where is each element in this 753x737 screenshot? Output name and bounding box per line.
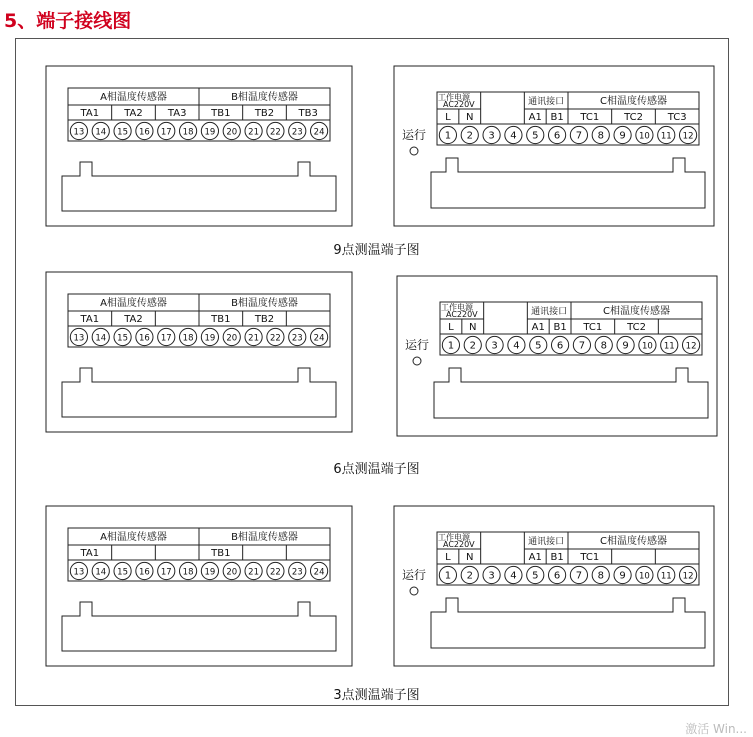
- sensor-label-TA2: TA2: [124, 108, 143, 119]
- terminal-label-2: 2: [466, 570, 473, 582]
- power-sub-L: L: [448, 322, 454, 333]
- terminal-label-5: 5: [532, 570, 539, 582]
- terminal-label-21: 21: [248, 127, 259, 138]
- c-phase-sensor-header: C相温度传感器: [600, 536, 667, 547]
- power-header-bottom: AC220V: [442, 100, 475, 109]
- power-sub-N: N: [466, 112, 474, 123]
- terminal-label-11: 11: [660, 571, 672, 582]
- sensor-label-TA2: TA2: [124, 314, 143, 325]
- terminal-label-7: 7: [575, 570, 583, 582]
- b-phase-sensor-header: B相温度传感器: [231, 532, 298, 543]
- sensor-label-TC1: TC1: [580, 112, 600, 123]
- terminal-label-21: 21: [248, 567, 259, 578]
- terminal-label-1: 1: [444, 130, 452, 142]
- terminal-label-15: 15: [117, 333, 128, 344]
- right-connector-0: [431, 158, 705, 208]
- power-header-top: 工作电源: [438, 533, 470, 542]
- caption-6-point: 6点测温端子图: [333, 462, 420, 477]
- terminal-label-4: 4: [510, 130, 517, 142]
- comm-header: 通讯接口: [528, 537, 565, 547]
- c-phase-sensor-header: C相温度传感器: [603, 306, 670, 317]
- sensor-label-TA1: TA1: [80, 108, 100, 119]
- terminal-label-17: 17: [160, 567, 172, 578]
- terminal-label-22: 22: [270, 567, 281, 578]
- terminal-label-1: 1: [444, 570, 452, 582]
- terminal-label-3: 3: [491, 340, 498, 352]
- comm-sub-B1: B1: [553, 322, 567, 333]
- section-heading: 5、端子接线图: [4, 10, 132, 32]
- terminal-label-14: 14: [95, 567, 107, 578]
- sensor-label-TC3: TC3: [667, 112, 687, 123]
- run-indicator-led: [410, 147, 418, 155]
- run-indicator-label: 运行: [402, 128, 427, 142]
- a-phase-sensor-header: A相温度传感器: [100, 298, 167, 309]
- terminal-label-6: 6: [556, 340, 564, 352]
- terminal-label-15: 15: [117, 127, 128, 138]
- terminal-label-13: 13: [73, 127, 85, 138]
- a-phase-sensor-header: A相温度传感器: [100, 532, 167, 543]
- terminal-label-1: 1: [447, 340, 455, 352]
- terminal-label-12: 12: [682, 571, 694, 582]
- sensor-label-TA3: TA3: [167, 108, 187, 119]
- terminal-label-8: 8: [597, 570, 604, 582]
- terminal-label-8: 8: [597, 130, 604, 142]
- sensor-label-TA1: TA1: [80, 314, 100, 325]
- terminal-label-14: 14: [95, 333, 107, 344]
- terminal-label-17: 17: [160, 333, 172, 344]
- terminal-label-15: 15: [117, 567, 128, 578]
- terminal-label-10: 10: [639, 131, 650, 142]
- a-phase-sensor-header: A相温度传感器: [100, 92, 167, 103]
- terminal-label-24: 24: [313, 567, 325, 578]
- run-indicator-label: 运行: [405, 338, 430, 352]
- comm-sub-A1: A1: [528, 112, 542, 123]
- terminal-label-20: 20: [226, 567, 238, 578]
- terminal-label-14: 14: [95, 127, 107, 138]
- terminal-label-12: 12: [682, 131, 694, 142]
- terminal-label-4: 4: [510, 570, 517, 582]
- sensor-label-TA1: TA1: [80, 548, 100, 559]
- power-sub-L: L: [445, 552, 451, 563]
- terminal-label-23: 23: [291, 127, 303, 138]
- power-header-bottom: AC220V: [445, 310, 478, 319]
- terminal-label-10: 10: [639, 571, 650, 582]
- terminal-label-6: 6: [553, 130, 561, 142]
- terminal-label-10: 10: [642, 341, 653, 352]
- power-header-top: 工作电源: [441, 303, 473, 312]
- terminal-label-19: 19: [204, 333, 216, 344]
- power-sub-L: L: [445, 112, 451, 123]
- terminal-label-16: 16: [139, 333, 150, 344]
- terminal-label-11: 11: [660, 131, 672, 142]
- terminal-label-24: 24: [313, 127, 325, 138]
- terminal-label-16: 16: [139, 567, 150, 578]
- power-header-bottom: AC220V: [442, 540, 475, 549]
- terminal-label-9: 9: [619, 570, 626, 582]
- terminal-label-23: 23: [291, 333, 303, 344]
- terminal-label-13: 13: [73, 567, 85, 578]
- sensor-label-TB3: TB3: [298, 108, 318, 119]
- left-connector-2: [62, 602, 336, 651]
- comm-header: 通讯接口: [531, 307, 568, 317]
- watermark: 激活 Win...: [685, 722, 747, 736]
- right-module-panel-2: [394, 506, 714, 666]
- terminal-label-3: 3: [488, 130, 495, 142]
- right-connector-2: [431, 598, 705, 648]
- sensor-label-TB1: TB1: [211, 108, 231, 119]
- terminal-label-5: 5: [535, 340, 542, 352]
- comm-sub-B1: B1: [550, 112, 564, 123]
- terminal-label-18: 18: [182, 567, 194, 578]
- terminal-label-2: 2: [466, 130, 473, 142]
- terminal-label-23: 23: [291, 567, 303, 578]
- comm-sub-A1: A1: [531, 322, 545, 333]
- terminal-label-7: 7: [575, 130, 583, 142]
- sensor-label-TB2: TB2: [254, 108, 275, 119]
- b-phase-sensor-header: B相温度传感器: [231, 92, 298, 103]
- terminal-label-20: 20: [226, 127, 238, 138]
- run-indicator-label: 运行: [402, 568, 427, 582]
- run-indicator-led: [410, 587, 418, 595]
- terminal-label-20: 20: [226, 333, 238, 344]
- terminal-label-19: 19: [204, 567, 216, 578]
- left-connector-0: [62, 162, 336, 211]
- b-phase-sensor-header: B相温度传感器: [231, 298, 298, 309]
- caption-3-point: 3点测温端子图: [333, 688, 420, 703]
- terminal-label-9: 9: [619, 130, 626, 142]
- terminal-label-8: 8: [600, 340, 607, 352]
- right-connector-1: [434, 368, 708, 418]
- terminal-label-2: 2: [469, 340, 476, 352]
- sensor-label-TB1: TB1: [211, 548, 231, 559]
- caption-9-point: 9点测温端子图: [333, 243, 420, 258]
- terminal-label-24: 24: [313, 333, 325, 344]
- terminal-label-3: 3: [488, 570, 495, 582]
- terminal-label-18: 18: [182, 127, 194, 138]
- sensor-label-TB2: TB2: [254, 314, 275, 325]
- terminal-label-7: 7: [578, 340, 586, 352]
- power-sub-N: N: [469, 322, 477, 333]
- terminal-label-5: 5: [532, 130, 539, 142]
- run-indicator-led: [413, 357, 421, 365]
- sensor-label-TC1: TC1: [580, 552, 600, 563]
- right-module-panel-1: [397, 276, 717, 436]
- comm-header: 通讯接口: [528, 97, 565, 107]
- right-module-panel-0: [394, 66, 714, 226]
- terminal-label-21: 21: [248, 333, 259, 344]
- terminal-label-6: 6: [553, 570, 561, 582]
- left-connector-1: [62, 368, 336, 417]
- terminal-label-16: 16: [139, 127, 150, 138]
- sensor-label-TC2: TC2: [627, 322, 646, 333]
- terminal-label-22: 22: [270, 127, 281, 138]
- terminal-label-9: 9: [622, 340, 629, 352]
- sensor-label-TC1: TC1: [583, 322, 603, 333]
- terminal-label-11: 11: [663, 341, 675, 352]
- terminal-label-17: 17: [160, 127, 172, 138]
- sensor-label-TB1: TB1: [211, 314, 231, 325]
- comm-sub-B1: B1: [550, 552, 564, 563]
- comm-sub-A1: A1: [528, 552, 542, 563]
- terminal-label-4: 4: [513, 340, 520, 352]
- power-sub-N: N: [466, 552, 474, 563]
- power-header-top: 工作电源: [438, 93, 470, 102]
- terminal-label-13: 13: [73, 333, 85, 344]
- terminal-label-22: 22: [270, 333, 281, 344]
- terminal-label-18: 18: [182, 333, 194, 344]
- terminal-label-19: 19: [204, 127, 216, 138]
- terminal-label-12: 12: [685, 341, 697, 352]
- c-phase-sensor-header: C相温度传感器: [600, 96, 667, 107]
- sensor-label-TC2: TC2: [624, 112, 643, 123]
